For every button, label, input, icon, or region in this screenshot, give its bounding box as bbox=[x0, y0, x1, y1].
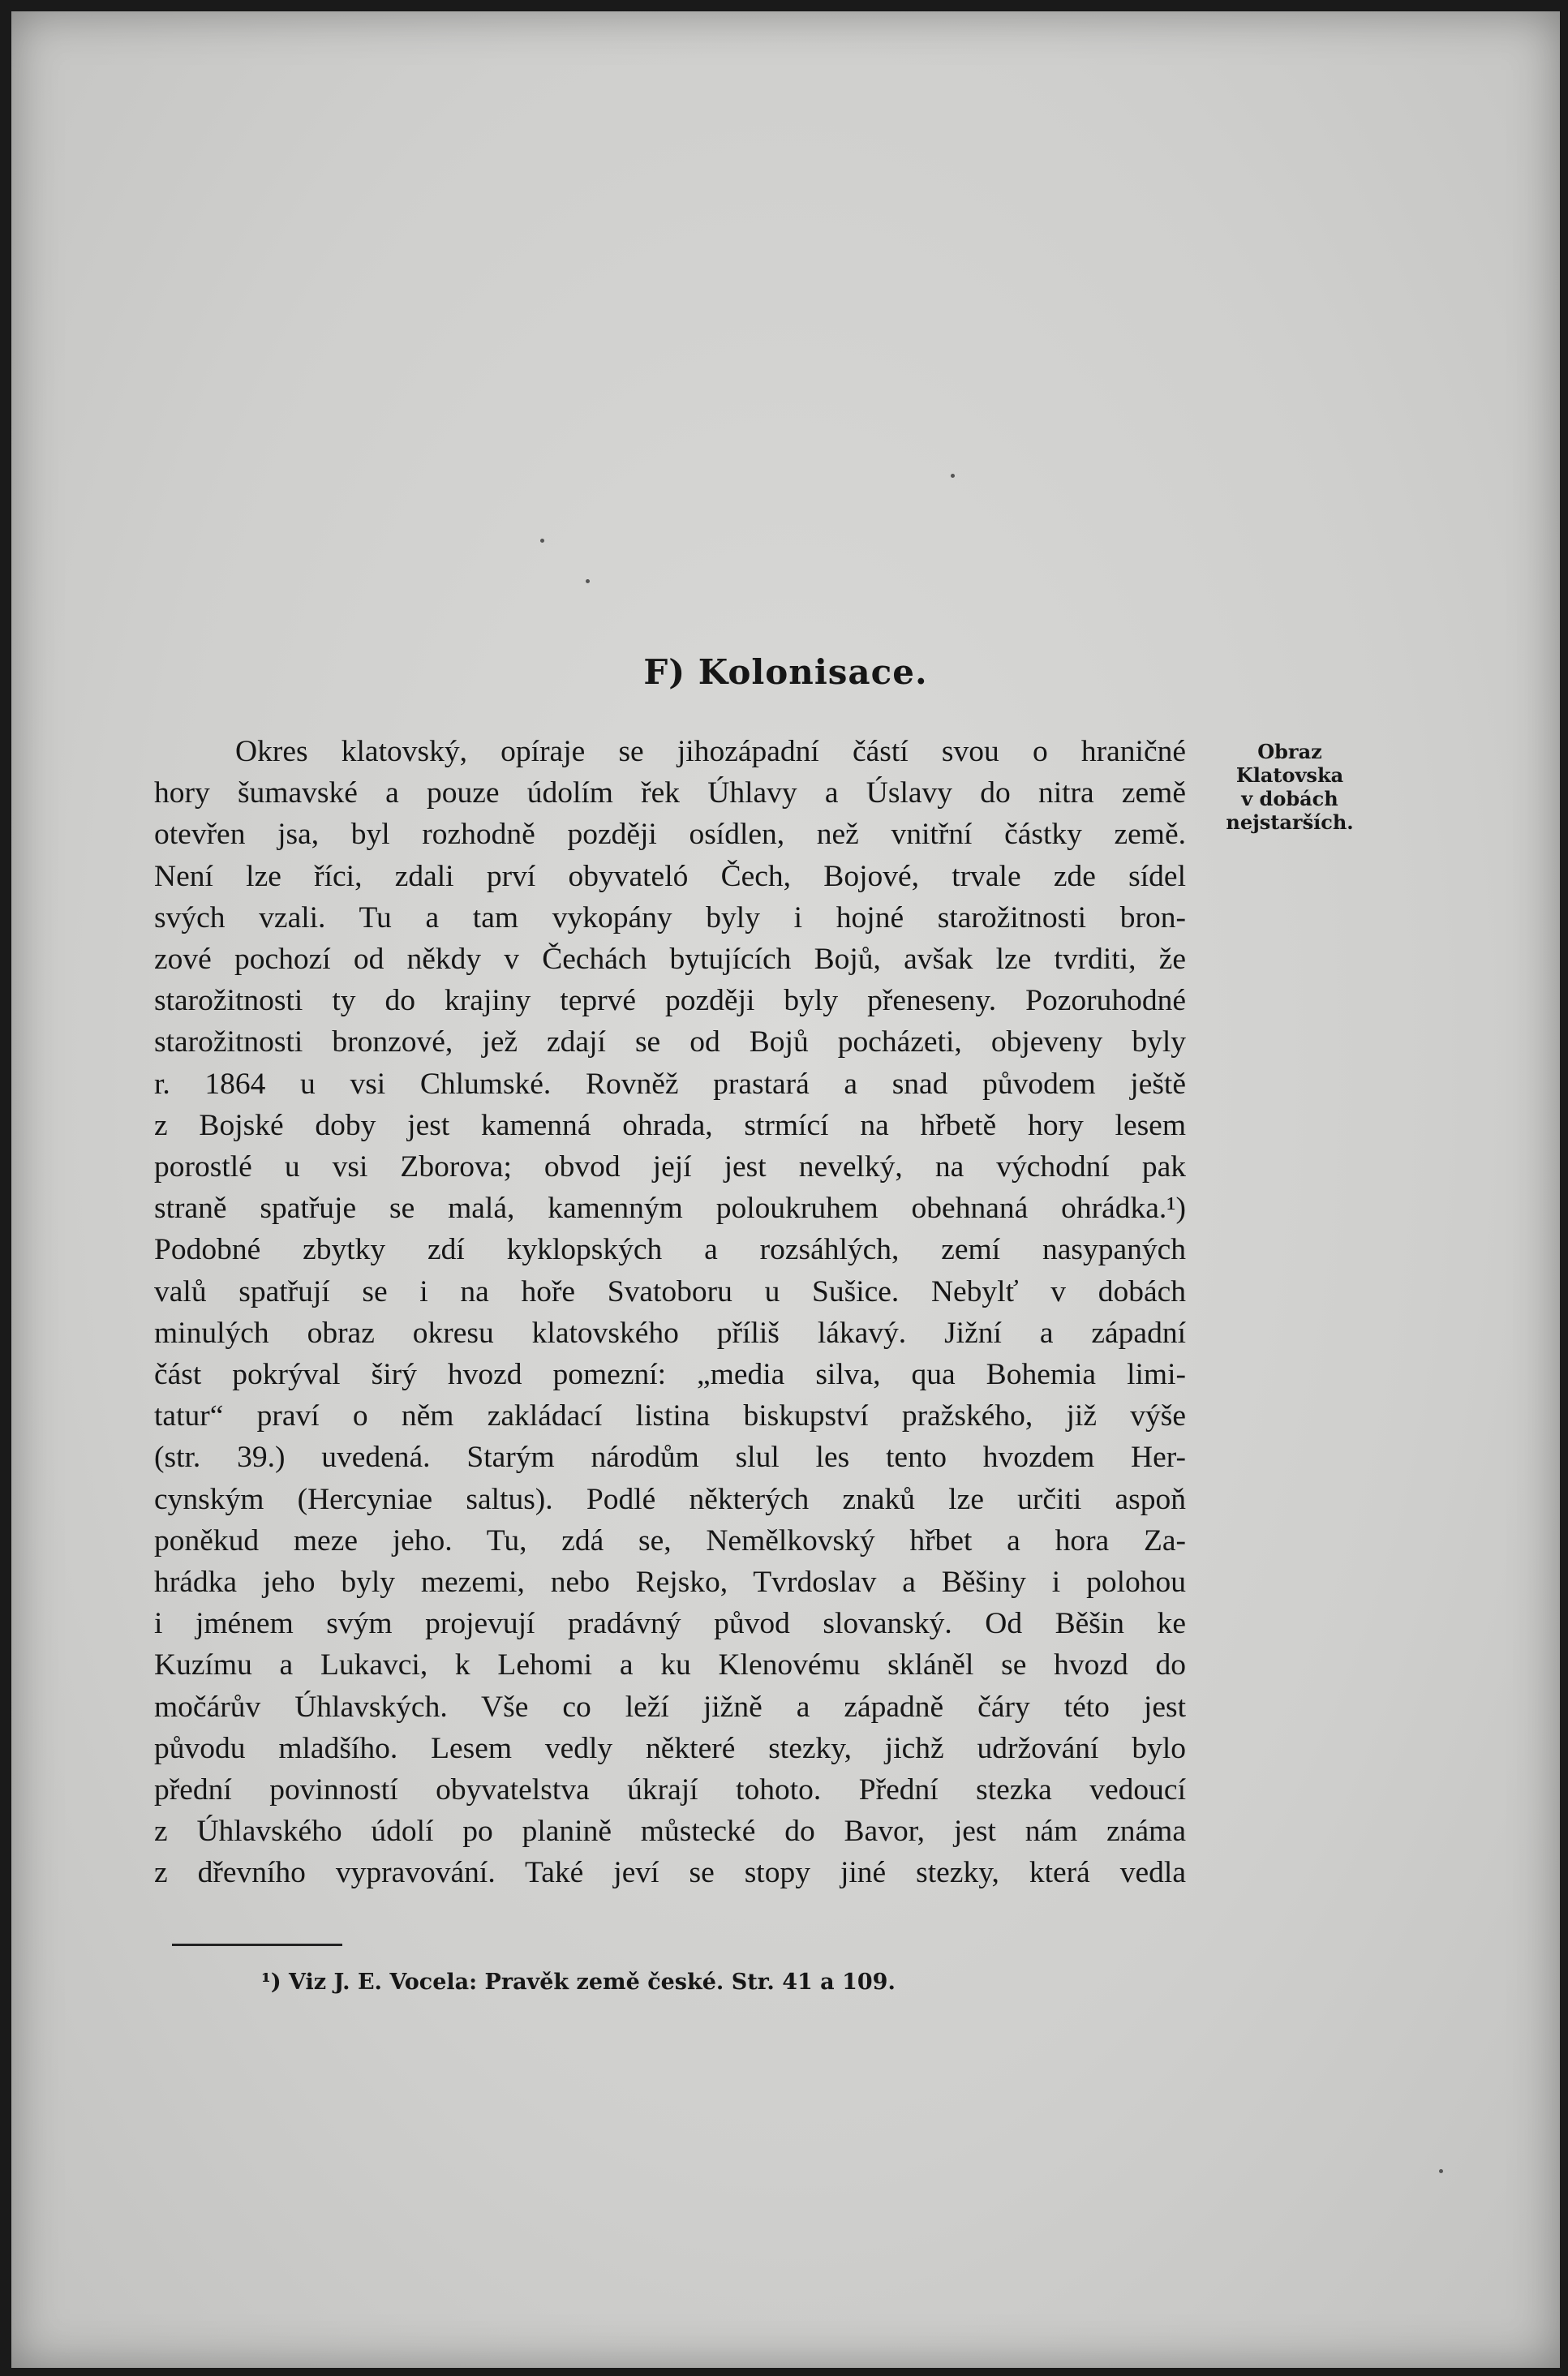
text-line: otevřen jsa, byl rozhodně později osídlen, než vnitřní částky země. bbox=[154, 818, 1186, 852]
text-line: hory šumavské a pouze údolím řek Úhlavy a Úslavy do nitra země bbox=[154, 776, 1186, 810]
text-line: Kuzímu a Lukavci, k Lehomi a ku Klenovému skláněl se hvozd do bbox=[154, 1648, 1186, 1682]
text-line: starožitnosti ty do krajiny teprvé později byly přeneseny. Pozoruhodné bbox=[154, 984, 1186, 1018]
margin-note-line: v dobách bbox=[1241, 787, 1338, 810]
paper-speck bbox=[586, 579, 590, 583]
book-page bbox=[11, 11, 1560, 2368]
text-line: cynským (Hercyniae saltus). Podlé některých znaků lze určiti aspoň bbox=[154, 1482, 1186, 1516]
text-line: močárův Úhlavských. Vše co leží jižně a západně čáry této jest bbox=[154, 1690, 1186, 1724]
text-line: z dřevního vypravování. Také jeví se stopy jiné stezky, která vedla bbox=[154, 1856, 1186, 1890]
text-line: zové pochozí od někdy v Čechách bytujících Bojů, avšak lze tvrditi, že bbox=[154, 943, 1186, 977]
paper-speck bbox=[540, 539, 544, 543]
text-line: Není lze říci, zdali prví obyvateló Čech, Bojové, trvale zde sídel bbox=[154, 859, 1186, 893]
text-line: straně spatřuje se malá, kamenným poloukruhem obehnaná ohrádka.¹) bbox=[154, 1192, 1186, 1226]
text-line: z Úhlavského údolí po planině můstecké do Bavor, jest nám známa bbox=[154, 1815, 1186, 1849]
section-heading: F) Kolonisace. bbox=[643, 652, 928, 692]
text-line: poněkud meze jeho. Tu, zdá se, Nemělkovský hřbet a hora Za- bbox=[154, 1523, 1186, 1558]
text-line: i jménem svým projevují pradávný původ slovanský. Od Běšin ke bbox=[154, 1607, 1186, 1641]
text-line: tatur“ praví o něm zakládací listina biskupství pražského, již výše bbox=[154, 1399, 1186, 1433]
margin-note bbox=[1209, 740, 1371, 834]
text-line: (str. 39.) uvedená. Starým národům slul les tento hvozdem Her- bbox=[154, 1441, 1186, 1475]
paper-speck bbox=[951, 474, 955, 478]
text-line: Okres klatovský, opíraje se jihozápadní částí svou o hraničné bbox=[235, 735, 1186, 768]
margin-note-line: Klatovska bbox=[1235, 763, 1344, 787]
text-line: část pokrýval širý hvozd pomezní: „media silva, qua Bohemia limi- bbox=[154, 1358, 1186, 1392]
footnote: ¹) Viz J. E. Vocela: Pravěk země české. Str. 41 a 109. bbox=[261, 1970, 896, 1995]
text-line: Podobné zbytky zdí kyklopských a rozsáhlých, zemí nasypaných bbox=[154, 1233, 1186, 1267]
footnote-divider bbox=[172, 1944, 342, 1946]
margin-note-line: Obraz bbox=[1257, 740, 1322, 763]
margin-note-line: nejstarších. bbox=[1226, 810, 1354, 834]
text-line: r. 1864 u vsi Chlumské. Rovněž prastará a snad původem ještě bbox=[154, 1067, 1186, 1101]
text-line: valů spatřují se i na hoře Svatoboru u Sušice. Nebylť v dobách bbox=[154, 1274, 1186, 1308]
paper-speck bbox=[1439, 2169, 1443, 2173]
text-line: porostlé u vsi Zborova; obvod její jest nevelký, na východní pak bbox=[154, 1150, 1186, 1184]
text-line: svých vzali. Tu a tam vykopány byly i hojné starožitnosti bron- bbox=[154, 900, 1186, 935]
text-line: původu mladšího. Lesem vedly některé stezky, jichž udržování bylo bbox=[154, 1731, 1186, 1765]
text-line: přední povinností obyvatelstva úkrají tohoto. Přední stezka vedoucí bbox=[154, 1773, 1186, 1807]
text-line: minulých obraz okresu klatovského příliš lákavý. Jižní a západní bbox=[154, 1316, 1186, 1350]
text-line: hrádka jeho byly mezemi, nebo Rejsko, Tvrdoslav a Běšiny i polohou bbox=[154, 1566, 1186, 1600]
text-line: z Bojské doby jest kamenná ohrada, strmící na hřbetě hory lesem bbox=[154, 1108, 1186, 1142]
body-paragraph bbox=[154, 731, 1186, 1894]
text-line: starožitnosti bronzové, jež zdají se od Bojů pocházeti, objeveny byly bbox=[154, 1025, 1186, 1059]
